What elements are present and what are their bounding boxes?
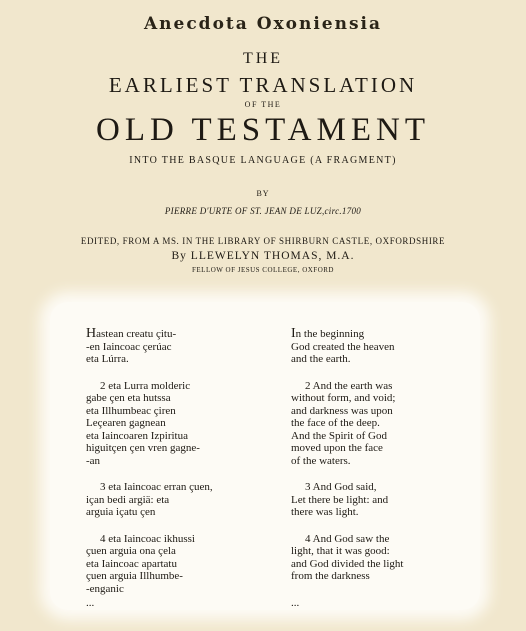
verse-line: eta Iaincoac apartatu — [86, 557, 177, 570]
subtitle: INTO THE BASQUE LANGUAGE (A FRAGMENT) — [129, 155, 397, 166]
verse-line: And the Spirit of God — [291, 429, 387, 442]
verse-line: the face of the deep. — [291, 417, 380, 429]
initial-capital: H — [86, 326, 97, 341]
title-of-the: OF THE — [244, 100, 282, 109]
verse-line: there was light. — [291, 506, 359, 518]
verse-line: from the darkness — [291, 570, 370, 582]
ellipsis: ... — [291, 596, 300, 609]
author-line: PIERRE D'URTE OF ST. JEAN DE LUZ,circ.1700 — [164, 206, 362, 216]
initial-capital: I — [291, 326, 296, 341]
verse-line: içan bedi argiä: eta — [86, 493, 170, 506]
verse-line: Leçearen gagnean — [86, 417, 166, 429]
verse-line: of the waters. — [291, 454, 351, 467]
verse-line: çuen arguia ona çela — [86, 545, 176, 557]
verse-line: eta Illhumbeac çiren — [86, 404, 176, 417]
verse-line: arguia içatu çen — [86, 506, 156, 518]
verse-line: and the earth. — [291, 353, 351, 365]
basque-column — [86, 328, 276, 610]
verse-line: light, that it was good: — [291, 545, 390, 557]
basque-verse-4 — [86, 533, 276, 596]
basque-verse-2 — [86, 380, 276, 468]
verse-line: 2 And the earth was — [305, 379, 393, 392]
verse-line: eta Iaincoaren Izpiritua — [86, 429, 188, 442]
basque-verse-1 — [86, 328, 276, 366]
verse-line: -an — [86, 454, 101, 467]
verse-line: -en Iaincoac çerúac — [86, 340, 172, 353]
verse-line: God created the heaven — [291, 340, 395, 353]
ellipsis: ... — [86, 597, 95, 609]
verse-line: higuitçen çen vren gagne- — [86, 442, 200, 454]
verse-line: 3 eta Iaincoac erran çuen, — [100, 481, 213, 493]
verse-line: 2 eta Lurra molderic — [100, 379, 191, 392]
english-verse-1 — [291, 328, 481, 366]
english-column — [291, 328, 481, 609]
verse-line: gabe çen eta hutssa — [86, 392, 171, 404]
editor-line: By LLEWELYN THOMAS, M.A. — [171, 250, 355, 262]
verse-line: çuen arguia Illhumbe- — [86, 570, 183, 582]
verse-line: 4 And God saw the — [305, 532, 390, 545]
title-the: THE — [242, 50, 284, 67]
editor-affiliation: FELLOW OF JESUS COLLEGE, OXFORD — [192, 266, 334, 274]
title-earliest-translation: EARLIEST TRANSLATION — [108, 73, 418, 97]
verse-line: moved upon the face — [291, 442, 383, 454]
by-label: BY — [256, 189, 270, 198]
edited-from-line: EDITED, FROM A MS. IN THE LIBRARY OF SHIRBURN CASTLE, OXFORDSHIRE — [80, 236, 446, 246]
series-title: Anecdota Oxoniensia — [143, 14, 383, 34]
english-verse-4 — [291, 533, 481, 583]
basque-verse-3 — [86, 481, 276, 519]
verse-line: 3 And God said, — [305, 481, 377, 493]
verse-line: -enganic — [86, 582, 124, 595]
verse-line: and darkness was upon — [291, 404, 393, 417]
title-old-testament: OLD TESTAMENT — [96, 112, 430, 148]
verse-line: eta Lúrra. — [86, 353, 129, 365]
verse-line: and God divided the light — [291, 557, 404, 570]
verse-line: 4 eta Iaincoac ikhussi — [100, 532, 195, 545]
verse-line: Let there be light: and — [291, 493, 389, 506]
english-verse-3 — [291, 481, 481, 519]
verse-line: without form, and void; — [291, 392, 396, 404]
english-verse-2 — [291, 380, 481, 468]
verse-line: In the beginning — [291, 326, 365, 341]
verse-line: Hastean creatu çitu- — [86, 326, 177, 341]
